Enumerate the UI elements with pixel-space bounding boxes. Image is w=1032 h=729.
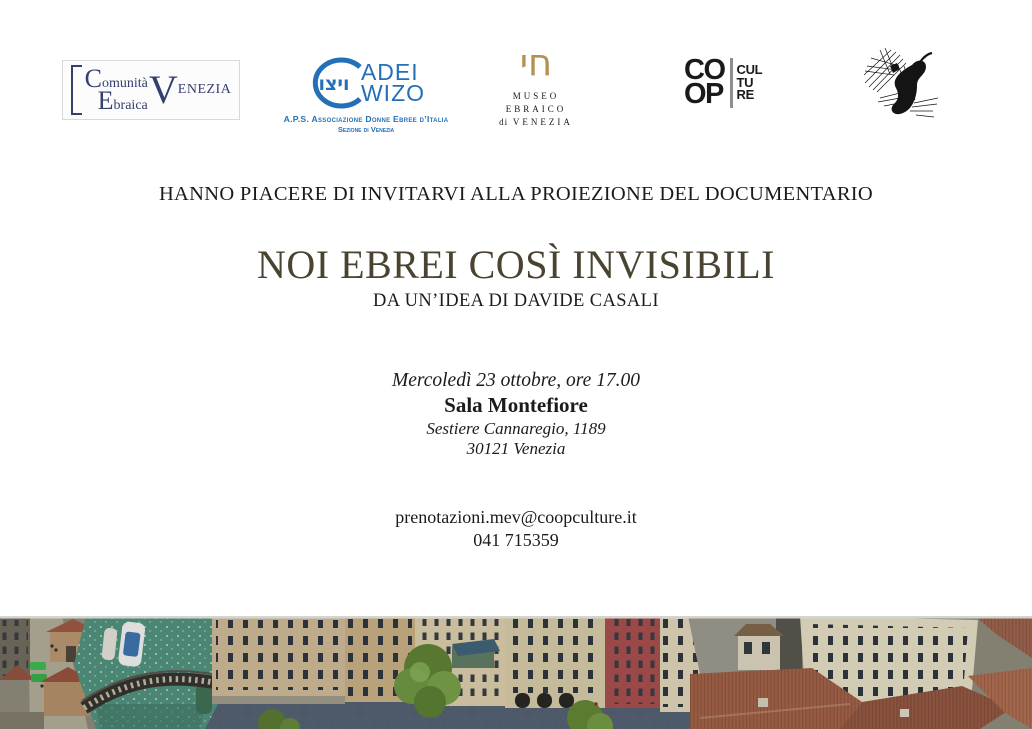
adei-text: ADEI <box>360 58 419 85</box>
venezia-rest: ENEZIA <box>177 82 232 97</box>
documentary-subtitle: DA UN’IDEA DI DAVIDE CASALI <box>373 291 659 311</box>
museo-line1: MUSEO <box>512 91 560 101</box>
event-details <box>0 369 1032 459</box>
museo-ebraico-logo <box>486 41 586 129</box>
comunita-initial: C <box>84 64 102 93</box>
aerial-photo-graphic <box>0 616 1032 729</box>
event-city: 30121 Venezia <box>466 438 566 458</box>
ink-sketch-figure-icon <box>860 40 940 124</box>
coop-co: CO <box>684 54 725 87</box>
coopculture-logo <box>684 54 763 110</box>
ebraica-rest: braica <box>113 98 148 113</box>
adei-wizo-logo <box>276 55 456 134</box>
wizo-text: WIZO <box>360 80 426 106</box>
invitation-intro: HANNO PIACERE DI INVITARVI ALLA PROIEZIONE DEL DOCUMENTARIO <box>158 183 874 205</box>
coop-op: OP <box>684 78 723 110</box>
booking-email: prenotazioni.mev@coopculture.it <box>395 507 637 527</box>
coop-divider <box>730 58 733 108</box>
contact-block <box>0 506 1032 551</box>
venezia-initial: V <box>148 67 178 112</box>
venice-ghetto-aerial-photo <box>0 616 1032 729</box>
coop-tu: TU <box>736 74 754 90</box>
booking-phone: 041 715359 <box>473 529 559 550</box>
coop-re: RE <box>736 87 754 103</box>
museo-line3-prefix: di <box>499 117 509 128</box>
svg-text:ויצו: ויצו <box>318 73 350 95</box>
bracket-ornament <box>71 65 82 115</box>
museo-line3: VENEZIA <box>512 117 573 128</box>
chai-hebrew-icon: חי <box>519 41 553 84</box>
documentary-title: NOI EBREI COSÌ INVISIBILI <box>256 242 775 287</box>
museo-line2: EBRAICO <box>505 104 567 115</box>
event-datetime: Mercoledì 23 ottobre, ore 17.00 <box>391 370 641 391</box>
ebraica-initial: E <box>97 86 114 115</box>
adei-caption-section: Sezione di Venezia <box>337 125 395 134</box>
coop-cul: CUL <box>736 62 763 78</box>
event-address: Sestiere Cannaregio, 1189 <box>426 418 606 438</box>
event-venue: Sala Montefiore <box>444 393 588 418</box>
comunita-ebraica-venezia-logo <box>62 60 240 120</box>
ink-sketch-logo <box>860 40 940 124</box>
comunita-rest: omunità <box>102 76 148 91</box>
adei-caption-association: A.P.S. Associazione Donne Ebree d’Italia <box>283 114 449 124</box>
